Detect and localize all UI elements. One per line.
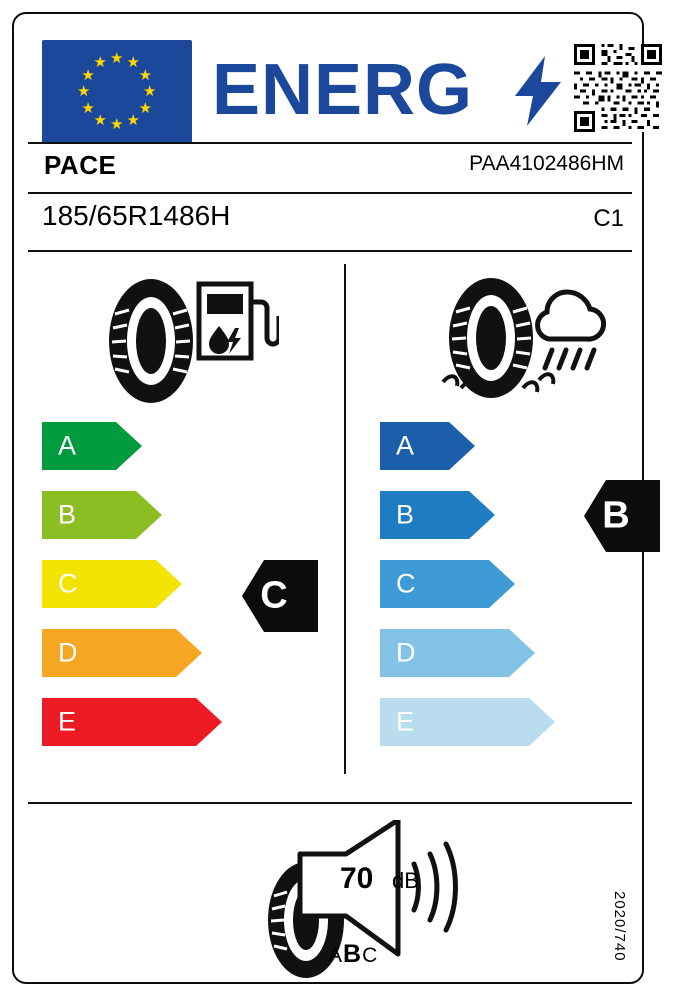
eu-star-icon: ★ — [93, 111, 107, 129]
fuel-grade-b — [42, 491, 162, 539]
noise-divider — [28, 802, 632, 804]
eu-star-icon: ★ — [143, 83, 157, 100]
wet-grade-letter: C — [396, 568, 416, 599]
header-divider — [28, 142, 632, 144]
fuel-rating-arrow-letter: C — [260, 574, 288, 617]
qr-code-icon — [574, 44, 662, 132]
eu-star-icon: ★ — [93, 54, 107, 72]
brand-row — [28, 148, 632, 186]
noise-class-c: C — [362, 944, 379, 967]
eu-star-icon: ★ — [110, 116, 124, 133]
wet-rating-arrow-letter: B — [602, 494, 630, 537]
wet-grade-e — [380, 698, 555, 746]
eu-star-icon: ★ — [126, 54, 140, 72]
tyre-class: C1 — [593, 205, 624, 232]
eu-flag-icon — [42, 40, 192, 144]
eu-star-icon: ★ — [81, 99, 95, 117]
rain-cloud-tyre-icon — [419, 276, 619, 406]
tyre-size: 185/65R1486H — [42, 200, 231, 231]
eu-star-icon: ★ — [138, 66, 153, 84]
wet-grade-shape — [380, 422, 475, 470]
energy-label-frame — [12, 12, 644, 984]
noise-unit: dB — [392, 868, 419, 893]
fuel-grade-letter: B — [58, 499, 77, 530]
eu-star-icon: ★ — [138, 99, 153, 117]
noise-class-a: A — [328, 944, 344, 967]
wet-grade-letter: A — [396, 430, 415, 461]
fuel-grade-a — [42, 422, 142, 470]
wet-grade-a — [380, 422, 475, 470]
eu-star-icon: ★ — [77, 83, 91, 100]
panel-divider — [344, 264, 346, 774]
eu-star-icon: ★ — [126, 111, 140, 129]
wet-grade-d — [380, 629, 535, 677]
fuel-grade-e — [42, 698, 222, 746]
label-header — [28, 28, 632, 140]
wet-rating-arrow — [584, 480, 660, 552]
fuel-grade-c — [42, 560, 182, 608]
regulation-reference: 2020/740 — [611, 891, 628, 962]
fuel-pump-tyre-icon — [99, 276, 279, 406]
wet-grade-letter: D — [396, 637, 416, 668]
wet-grade-letter: E — [396, 706, 415, 737]
size-divider — [28, 250, 632, 252]
wet-grade-scale — [380, 422, 680, 772]
noise-class-b: B — [343, 940, 363, 968]
noise-value: 70 — [340, 862, 374, 895]
fuel-grade-d — [42, 629, 202, 677]
size-row — [28, 200, 632, 242]
fuel-grade-letter: A — [58, 430, 77, 461]
fuel-rating-arrow — [242, 560, 318, 632]
wet-grade-b — [380, 491, 495, 539]
brand-name: PACE — [44, 150, 117, 180]
energy-wordmark: ENERG — [212, 50, 474, 130]
brand-divider — [28, 192, 632, 194]
eu-star-icon: ★ — [81, 66, 95, 84]
lightning-bolt-icon — [515, 56, 561, 126]
fuel-grade-letter: D — [58, 637, 78, 668]
wet-grade-letter: B — [396, 499, 415, 530]
fuel-grade-letter: C — [58, 568, 78, 599]
wet-grade-c — [380, 560, 515, 608]
fuel-grade-shape — [42, 422, 142, 470]
model-code: PAA4102486HM — [469, 152, 624, 175]
noise-section — [242, 820, 472, 986]
noise-class-scale — [328, 940, 378, 969]
eu-star-icon: ★ — [110, 50, 124, 67]
fuel-grade-letter: E — [58, 706, 77, 737]
